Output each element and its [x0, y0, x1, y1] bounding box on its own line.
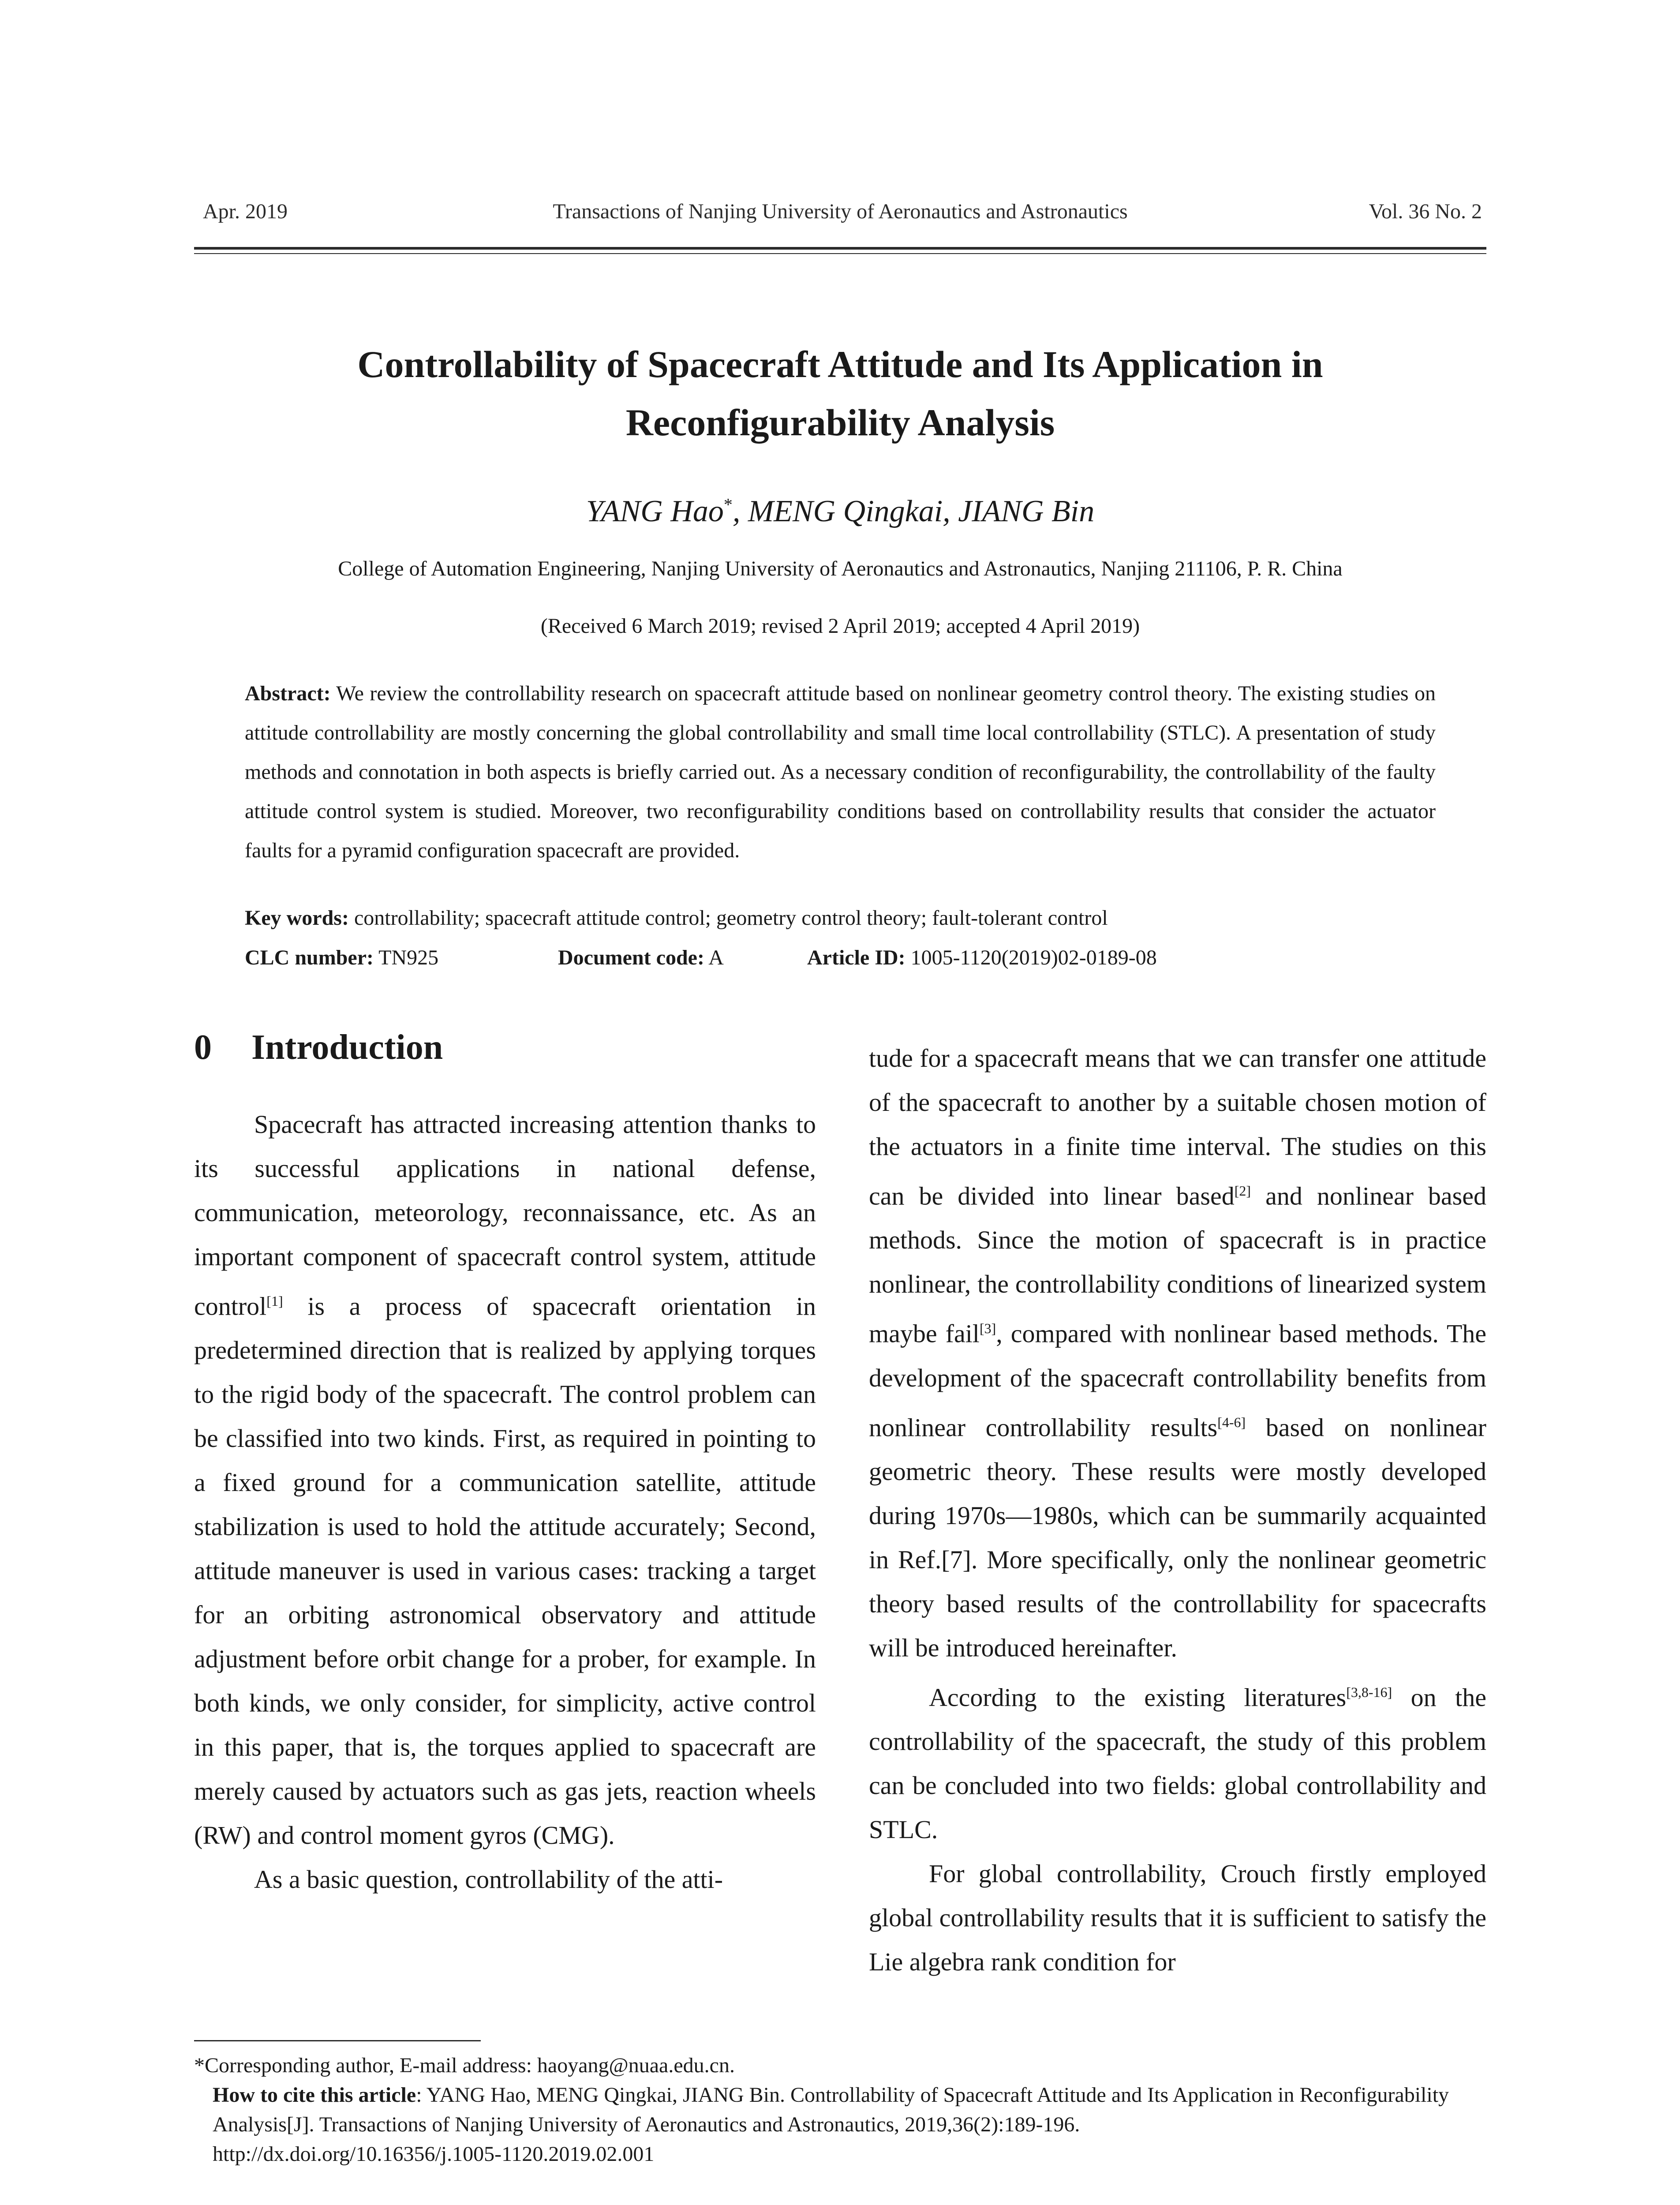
- paragraph-text: As a basic question, controllability of the atti-: [254, 1865, 723, 1894]
- left-column: [194, 1102, 816, 1902]
- paragraph-text: tude for a spacecraft means that we can transfer one attitude of the spacecraft to another by a suitable chosen motion of the actuators in a finite time interval. The studies on this can be divided into linear based: [869, 1044, 1486, 1211]
- corresponding-author-note: *Corresponding author, E-mail address: haoyang@nuaa.edu.cn.: [194, 2054, 735, 2077]
- citation: [3]: [979, 1320, 996, 1337]
- author-list: [194, 494, 1486, 529]
- keywords: [245, 906, 1436, 930]
- abstract-text: We review the controllability research on spacecraft attitude based on nonlinear geometry control theory. The existing studies on attitude controllability are mostly concerning the global controllability and small time local controllability (STLC). A presentation of study methods and connotation in both aspects is briefly carried out. As a necessary condition of reconfigurability, the controllability of the faulty attitude control system is studied. Moreover, two reconfigurability conditions based on controllability results that consider the actuator faults for a pyramid configuration spacecraft are provided.: [245, 682, 1436, 862]
- section-heading: [194, 1028, 443, 1068]
- citation: [2]: [1234, 1183, 1251, 1199]
- abstract-label: Abstract:: [245, 682, 331, 705]
- paragraph: [869, 1670, 1486, 1852]
- document-code-label: Document code:: [558, 946, 704, 969]
- volume-number: Vol. 36 No. 2: [1369, 200, 1482, 223]
- received-dates: (Received 6 March 2019; revised 2 April 2019; accepted 4 April 2019): [540, 614, 1140, 638]
- article-id-value: 1005-1120(2019)02-0189-08: [910, 946, 1157, 969]
- paragraph: [194, 1102, 816, 1857]
- citation-note-text: : YANG Hao, MENG Qingkai, JIANG Bin. Controllability of Spacecraft Attitude and Its Application in Reconfigurability Analysis[J]. Transactions of Nanjing University of Aeronautics and Astronautics, 2019,36(2):189-196.: [213, 2083, 1449, 2136]
- first-author: YANG Hao: [586, 494, 724, 528]
- header-rule-thin: [194, 253, 1486, 254]
- document-code-value: A: [708, 946, 724, 969]
- other-authors: , MENG Qingkai, JIANG Bin: [732, 494, 1095, 528]
- paragraph-text: and nonlinear based methods. Since the motion of spacecraft is in practice nonlinear, the controllability conditions of linearized system maybe fail: [869, 1181, 1486, 1348]
- paragraph: [869, 1036, 1486, 1670]
- issue-date: Apr. 2019: [203, 200, 288, 223]
- clc-value: TN925: [378, 946, 439, 969]
- paragraph-text: According to the existing literatures: [929, 1683, 1347, 1712]
- paragraph-text: , compared with nonlinear based methods. The development of the spacecraft controllability benefits from nonlinear controllability results: [869, 1319, 1487, 1442]
- clc-number: [245, 946, 438, 970]
- paragraph: [194, 1857, 816, 1902]
- paragraph-text: is a process of spacecraft orientation in predetermined direction that is realized by applying torques to the rigid body of the spacecraft. The control problem can be classified into two kinds. First, as required in pointing to a fixed ground for a communication satellite, attitude stabilization is used to hold the attitude accurately; Second, attitude maneuver is used in various cases: tracking a target for an orbiting astronomical observatory and attitude adjustment before orbit change for a prober, for example. In both kinds, we only consider, for simplicity, active control in this paper, that is, the torques applied to spacecraft are merely caused by actuators such as gas jets, reaction wheels (RW) and control moment gyros (CMG).: [194, 1292, 816, 1850]
- title-line-2: Reconfigurability Analysis: [625, 401, 1055, 444]
- affiliation: College of Automation Engineering, Nanjing University of Aeronautics and Astronautics, Nanjing 211106, P. R. China: [338, 557, 1343, 580]
- title-line-1: Controllability of Spacecraft Attitude and Its Application in: [357, 343, 1323, 385]
- citation: [1]: [266, 1293, 283, 1309]
- citation: [3,8-16]: [1346, 1684, 1392, 1700]
- citation-note: [194, 2080, 1486, 2139]
- footnote-rule: [194, 2040, 481, 2041]
- keywords-text: controllability; spacecraft attitude control; geometry control theory; fault-tolerant control: [354, 906, 1108, 930]
- paragraph-text: Spacecraft has attracted increasing attention thanks to its successful applications in national defense, communication, meteorology, reconnaissance, etc. As an important component of spacecraft control system, attitude control: [194, 1110, 816, 1321]
- document-code: [558, 946, 724, 970]
- article-id-label: Article ID:: [807, 946, 905, 969]
- section-number: 0: [194, 1028, 212, 1067]
- abstract: [245, 674, 1436, 870]
- paragraph-text: on the controllability of the spacecraft, the study of this problem can be concluded into two fields: global controllability and STLC.: [869, 1683, 1486, 1844]
- journal-name: Transactions of Nanjing University of Aeronautics and Astronautics: [553, 200, 1128, 223]
- doi-link[interactable]: http://dx.doi.org/10.16356/j.1005-1120.2019.02.001: [213, 2142, 655, 2166]
- clc-label: CLC number:: [245, 946, 374, 969]
- citation-note-label: How to cite this article: [213, 2083, 416, 2107]
- paper-title: [194, 335, 1486, 452]
- header-rule: [194, 247, 1486, 250]
- paragraph: [869, 1852, 1486, 1984]
- paragraph-text: For global controllability, Crouch firstly employed global controllability results that it is sufficient to satisfy the Lie algebra rank condition for: [869, 1859, 1486, 1977]
- right-column: [869, 1036, 1486, 1984]
- running-header: [194, 199, 1486, 230]
- article-id: [807, 946, 1157, 970]
- corresponding-mark: *: [723, 494, 733, 515]
- paragraph-text: based on nonlinear geometric theory. These results were mostly developed during 1970s—1980s, which can be summarily acquainted in Ref.[7]. More specifically, only the nonlinear geometric theory based results of the controllability for spacecrafts will be introduced hereinafter.: [869, 1413, 1486, 1662]
- citation: [4-6]: [1217, 1414, 1246, 1430]
- footnotes: [194, 2051, 1486, 2169]
- keywords-label: Key words:: [245, 906, 349, 930]
- section-title: Introduction: [251, 1028, 443, 1067]
